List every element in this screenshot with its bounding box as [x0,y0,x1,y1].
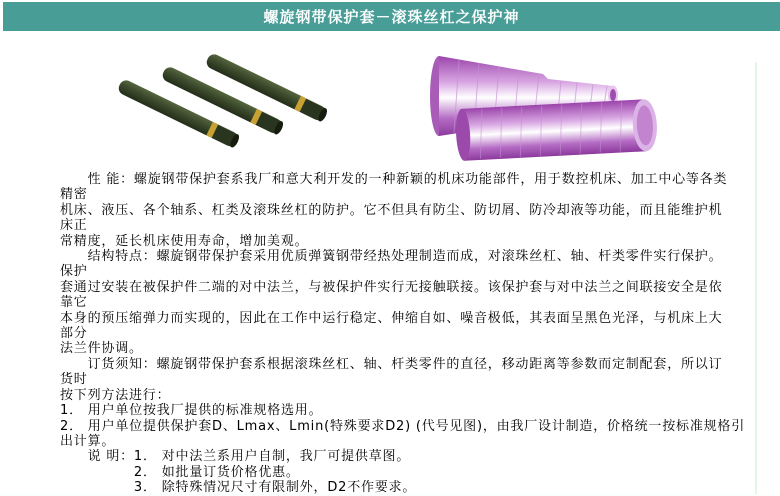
text-line: 2． 如批量订货价格优惠。 [60,464,300,480]
text-line: 常精度，延长机床使用寿命，增加美观。 [60,233,309,249]
product-description [0,170,780,496]
text-line: 出计算。 [60,433,116,449]
page-title-bar [3,2,780,31]
text-line: 订货须知：螺旋钢带保护套系根据滚珠丝杠、轴、杆类零件的直径，移动距离等参数而定制配套，所以订 [60,356,723,372]
text-line: 说 明：1． 对中法兰系用户自制，我厂可提供草图。 [60,449,411,465]
text-line: 货时 [60,372,88,388]
sleeve-tubes-image [115,44,327,170]
text-line: 性 能：螺旋钢带保护套系我厂和意大利开发的一种新颖的机床功能部件，用于数控机床、加工中心等各类 [60,172,728,187]
text-line: 套通过安装在被保护件二端的对中法兰，与被保护件实行无接触联接。该保护套与对中法兰之间联接安全是依 [60,279,723,295]
text-line: 本身的预压缩弹力而实现的，因此在工作中运行稳定、伸缩自如、噪音极低，其表面呈黑色光泽，与机床上大 [60,310,723,326]
text-line: 1． 用户单位按我厂提供的标准规格选用。 [60,403,323,419]
text-line: 床正 [60,218,88,234]
text-line: 3． 除特殊情况尺寸有限制外，D2不作要求。 [60,480,417,496]
text-line: 法兰件协调。 [60,341,143,357]
content-area [0,31,780,494]
text-line: 按下列方法进行： [60,387,171,403]
right-edge-divider [755,62,757,494]
spiral-protective-covers-photo [415,44,665,174]
text-line: 靠它 [60,295,88,311]
product-photos-row [0,31,780,170]
text-line: 部分 [60,326,88,342]
text-line: 结构特点：螺旋钢带保护套采用优质弹簧钢带经热处理制造而成，对滚珠丝杠、轴、杆类零件实行保护。 [60,249,723,265]
text-line: 精密 [60,187,88,203]
text-line: 机床、液压、各个轴系、杠类及滚珠丝杠的防护。它不但具有防尘、防切屑、防冷却液等功能，而且能维护机 [60,202,723,218]
steel-band-sleeve-tubes-photo [115,44,327,174]
spiral-covers-image [415,44,665,170]
text-line: 保护 [60,264,88,280]
page-title: 螺旋钢带保护套－滚珠丝杠之保护神 [263,8,520,26]
text-line: 2． 用户单位提供保护套D、Lmax、Lmin(特殊要求D2) (代号见图)，由我厂设计制造，价格统一按标准规格引 [60,418,746,434]
